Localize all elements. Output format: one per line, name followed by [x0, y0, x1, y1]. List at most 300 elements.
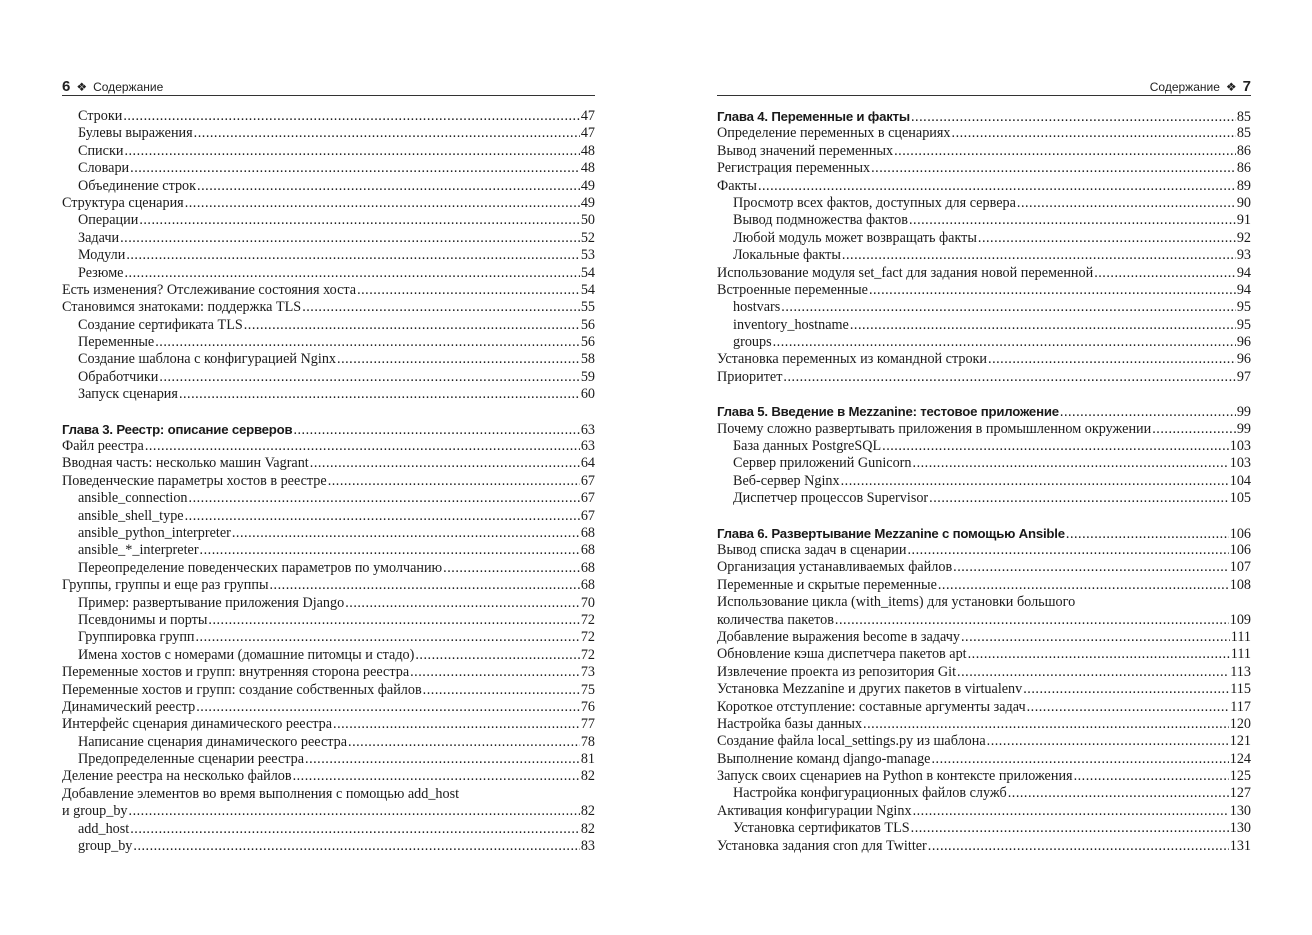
- toc-entry-title: Использование модуля set_fact для задания новой переменной: [717, 264, 1094, 281]
- toc-subentry: [62, 125, 595, 142]
- toc-entry-title: Строки: [78, 108, 123, 124]
- toc-page-number: 96: [1236, 334, 1251, 351]
- toc-subentry: [62, 647, 595, 664]
- toc-page-number: 108: [1229, 576, 1251, 593]
- toc-page-number: 49: [580, 177, 595, 194]
- toc-entry-title: Определение переменных в сценариях: [717, 125, 951, 142]
- toc-page-number: 124: [1229, 750, 1251, 767]
- toc-entry-title: Переопределение поведенческих параметров по умолчанию: [78, 559, 443, 576]
- toc-subentry: [62, 143, 595, 160]
- toc-entry: [717, 577, 1251, 594]
- toc-entry-title: Псевдонимы и порты: [78, 611, 208, 628]
- right-page-number: 7: [1242, 78, 1251, 95]
- toc-entry: [717, 559, 1251, 576]
- section-gap: [717, 386, 1251, 403]
- toc-subentry: [62, 508, 595, 525]
- toc-entry-title: Поведенческие параметры хостов в реестре: [62, 472, 327, 489]
- toc-page-number: 78: [580, 733, 595, 750]
- toc-subentry: [717, 317, 1251, 334]
- dot-leader: [302, 299, 580, 316]
- dot-leader: [333, 716, 580, 733]
- toc-entry-title: Пример: развертывание приложения Django: [78, 594, 345, 611]
- toc-entry-title: Словари: [78, 160, 130, 177]
- toc-subentry: [717, 785, 1251, 802]
- toc-entry-title: Резюме: [78, 264, 124, 281]
- toc-entry-title: Диспетчер процессов Supervisor: [733, 490, 929, 507]
- toc-page-number: 94: [1236, 264, 1251, 281]
- toc-entry-title: Обработчики: [78, 368, 159, 385]
- dot-leader: [305, 751, 580, 768]
- toc-entry-title: add_host: [78, 820, 130, 837]
- left-page-number: 6: [62, 78, 71, 95]
- toc-entry-title: Вывод списка задач в сценарии: [717, 541, 907, 558]
- toc-entry: [62, 473, 595, 490]
- toc-entry-title: Создание файла local_settings.py из шаблона: [717, 733, 986, 750]
- toc-entry-title: Глава 5. Введение в Mezzanine: тестовое приложение: [717, 404, 1059, 420]
- toc-page-number: 59: [580, 368, 595, 385]
- toc-subentry: [717, 247, 1251, 264]
- dot-leader: [911, 820, 1229, 837]
- dot-leader: [1074, 768, 1229, 785]
- dot-leader: [423, 682, 580, 699]
- dot-leader: [179, 386, 580, 403]
- left-toc: [62, 108, 595, 855]
- dot-leader: [952, 125, 1236, 142]
- toc-entry: [62, 577, 595, 594]
- toc-entry: [717, 369, 1251, 386]
- toc-page-number: 103: [1229, 438, 1251, 455]
- dot-leader: [208, 612, 579, 629]
- dot-leader: [133, 838, 579, 855]
- dot-leader: [909, 212, 1236, 229]
- toc-entry: [717, 542, 1251, 559]
- toc-page-number: 72: [580, 611, 595, 628]
- dot-leader: [913, 455, 1229, 472]
- dot-leader: [894, 143, 1236, 160]
- right-running-header: [717, 78, 1251, 96]
- dot-leader: [337, 351, 580, 368]
- toc-page-number: 72: [580, 629, 595, 646]
- toc-entry-title: Короткое отступление: составные аргументы задач: [717, 698, 1026, 715]
- toc-entry-title-cont: количества пакетов: [717, 611, 834, 628]
- toc-subentry: [62, 230, 595, 247]
- toc-page-number: 109: [1229, 611, 1251, 628]
- dot-leader: [988, 351, 1236, 368]
- toc-page-number: 82: [580, 820, 595, 837]
- toc-entry: [62, 768, 595, 785]
- dot-leader: [911, 109, 1236, 126]
- dot-leader: [126, 247, 580, 264]
- toc-entry: [717, 612, 1251, 629]
- toc-page-number: 99: [1236, 420, 1251, 437]
- toc-subentry: [717, 212, 1251, 229]
- dot-leader: [139, 212, 580, 229]
- toc-page-number: 81: [580, 751, 595, 768]
- dot-leader: [197, 178, 580, 195]
- toc-subentry: [717, 455, 1251, 472]
- dot-leader: [913, 803, 1229, 820]
- toc-entry-title: Динамический реестр: [62, 698, 196, 715]
- toc-entry-title: Модули: [78, 247, 126, 264]
- toc-entry: [717, 716, 1251, 733]
- toc-subentry: [717, 334, 1251, 351]
- toc-entry-title: Приоритет: [717, 368, 783, 385]
- dot-leader: [835, 612, 1229, 629]
- toc-entry: [717, 751, 1251, 768]
- toc-page-number: 56: [580, 316, 595, 333]
- toc-entry-title: Активация конфигурации Nginx: [717, 802, 912, 819]
- toc-entry: [717, 421, 1251, 438]
- toc-entry-title: Переменные хостов и групп: внутренняя сторона реестра: [62, 664, 410, 681]
- toc-page-number: 68: [580, 524, 595, 541]
- toc-entry-title: Булевы выражения: [78, 125, 193, 142]
- toc-page-number: 94: [1236, 281, 1251, 298]
- toc-page-number: 127: [1229, 785, 1251, 802]
- diamond-ornament-icon: ❖: [1225, 79, 1237, 94]
- dot-leader: [871, 160, 1236, 177]
- dot-leader: [1066, 526, 1229, 543]
- dot-leader: [1152, 421, 1236, 438]
- toc-subentry: [62, 490, 595, 507]
- dot-leader: [185, 508, 580, 525]
- toc-entry-title: Любой модуль может возвращать факты: [733, 229, 977, 246]
- dot-leader: [130, 821, 580, 838]
- dot-leader: [841, 473, 1229, 490]
- toc-page-number: 76: [580, 698, 595, 715]
- dot-leader: [124, 143, 579, 160]
- toc-page-number: 48: [580, 160, 595, 177]
- section-gap: [62, 404, 595, 421]
- toc-entry-title: Переменные: [78, 334, 155, 351]
- toc-entry: [717, 733, 1251, 750]
- toc-page-number: 72: [580, 646, 595, 663]
- dot-leader: [987, 733, 1229, 750]
- toc-entry: [717, 351, 1251, 368]
- toc-entry-line1: Добавление элементов во время выполнения с помощью add_host: [62, 785, 460, 802]
- toc-page-number: 106: [1229, 541, 1251, 558]
- toc-entry: [717, 681, 1251, 698]
- dot-leader: [1023, 681, 1229, 698]
- toc-entry: [717, 629, 1251, 646]
- toc-entry-title: Деление реестра на несколько файлов: [62, 768, 292, 785]
- toc-subentry: [717, 230, 1251, 247]
- toc-entry-title: Установка Mezzanine и других пакетов в virtualenv: [717, 681, 1023, 698]
- dot-leader: [348, 734, 580, 751]
- toc-entry-title: ansible_connection: [78, 490, 188, 507]
- dot-leader: [1017, 195, 1236, 212]
- left-running-header: [62, 78, 595, 96]
- right-toc: [717, 108, 1251, 855]
- dot-leader: [907, 542, 1228, 559]
- toc-subentry: [717, 299, 1251, 316]
- toc-entry: [717, 160, 1251, 177]
- toc-entry-title: Вывод значений переменных: [717, 142, 894, 159]
- toc-entry-title: Переменные и скрытые переменные: [717, 576, 937, 593]
- toc-entry: [62, 282, 595, 299]
- dot-leader: [293, 422, 579, 439]
- toc-entry-title: База данных PostgreSQL: [733, 438, 882, 455]
- toc-page-number: 73: [580, 664, 595, 681]
- toc-page-number: 58: [580, 351, 595, 368]
- toc-entry-title: Переменные хостов и групп: создание собственных файлов: [62, 681, 422, 698]
- toc-page-number: 120: [1229, 715, 1251, 732]
- chapter-heading: [62, 421, 595, 438]
- toc-entry-title: Глава 3. Реестр: описание серверов: [62, 421, 293, 437]
- toc-entry-title: Глава 6. Развертывание Mezzanine с помощью Ansible: [717, 525, 1065, 541]
- toc-subentry: [62, 265, 595, 282]
- dot-leader: [415, 647, 579, 664]
- dot-leader: [200, 542, 580, 559]
- toc-subentry: [62, 751, 595, 768]
- toc-page-number: 125: [1229, 768, 1251, 785]
- dot-leader: [196, 699, 580, 716]
- dot-leader: [928, 838, 1229, 855]
- dot-leader: [869, 282, 1236, 299]
- toc-entry-title: Предопределенные сценарии реестра: [78, 751, 305, 768]
- toc-entry-title: ansible_python_interpreter: [78, 524, 231, 541]
- toc-entry: [62, 682, 595, 699]
- toc-page-number: 106: [1229, 525, 1251, 542]
- toc-page-number: 68: [580, 559, 595, 576]
- dot-leader: [328, 473, 580, 490]
- toc-entry-title: Написание сценария динамического реестра: [78, 733, 348, 750]
- toc-page-number: 92: [1236, 229, 1251, 246]
- toc-subentry: [62, 595, 595, 612]
- toc-entry-title: Сервер приложений Gunicorn: [733, 455, 912, 472]
- dot-leader: [842, 247, 1236, 264]
- dot-leader: [194, 125, 580, 142]
- dot-leader: [957, 664, 1229, 681]
- toc-page-number: 130: [1229, 802, 1251, 819]
- toc-entry-title: Объединение строк: [78, 177, 197, 194]
- right-page: [717, 0, 1251, 935]
- toc-page-number: 85: [1236, 125, 1251, 142]
- dot-leader: [938, 577, 1229, 594]
- toc-subentry: [62, 525, 595, 542]
- toc-page-number: 93: [1236, 247, 1251, 264]
- toc-entry: [62, 455, 595, 472]
- toc-page-number: 104: [1229, 472, 1251, 489]
- toc-subentry: [62, 821, 595, 838]
- left-page: [62, 0, 595, 935]
- toc-entry: [717, 282, 1251, 299]
- toc-subentry: [717, 195, 1251, 212]
- toc-entry-title: ansible_shell_type: [78, 507, 184, 524]
- toc-page-number: 47: [580, 125, 595, 142]
- toc-subentry: [62, 560, 595, 577]
- toc-entry: [62, 664, 595, 681]
- toc-entry-title: Факты: [717, 177, 757, 194]
- toc-subentry: [717, 438, 1251, 455]
- toc-entry-title: Вывод подмножества фактов: [733, 212, 908, 229]
- toc-page-number: 77: [580, 716, 595, 733]
- toc-entry-title: Вводная часть: несколько машин Vagrant: [62, 455, 309, 472]
- toc-entry-title: Создание шаблона с конфигурацией Nginx: [78, 351, 337, 368]
- toc-page-number: 82: [580, 803, 595, 820]
- toc-entry-title: Имена хостов с номерами (домашние питомцы и стадо): [78, 646, 415, 663]
- toc-page-number: 95: [1236, 316, 1251, 333]
- toc-subentry: [62, 734, 595, 751]
- right-header-title: Содержание: [1149, 79, 1220, 94]
- toc-page-number: 115: [1230, 681, 1251, 698]
- dot-leader: [773, 334, 1236, 351]
- toc-page-number: 82: [580, 768, 595, 785]
- toc-subentry: [62, 317, 595, 334]
- section-gap: [717, 508, 1251, 525]
- toc-subentry: [62, 838, 595, 855]
- toc-entry-title: inventory_hostname: [733, 316, 849, 333]
- toc-entry: [717, 178, 1251, 195]
- dot-leader: [758, 178, 1236, 195]
- chapter-heading: [717, 525, 1251, 542]
- toc-entry: [717, 803, 1251, 820]
- toc-page-number: 103: [1229, 455, 1251, 472]
- toc-page-number: 54: [580, 281, 595, 298]
- toc-page-number: 60: [580, 386, 595, 403]
- toc-page-number: 97: [1236, 368, 1251, 385]
- dot-leader: [783, 369, 1235, 386]
- dot-leader: [1060, 404, 1236, 421]
- chapter-heading: [717, 403, 1251, 420]
- toc-entry-title: hostvars: [733, 299, 781, 316]
- dot-leader: [130, 160, 580, 177]
- toc-entry-title: Запуск сценария: [78, 386, 178, 403]
- dot-leader: [124, 265, 579, 282]
- toc-page-number: 99: [1236, 404, 1251, 421]
- toc-page-number: 111: [1230, 646, 1251, 663]
- toc-subentry: [62, 108, 595, 125]
- dot-leader: [293, 768, 580, 785]
- toc-page-number: 70: [580, 594, 595, 611]
- dot-leader: [345, 595, 580, 612]
- toc-entry: [717, 664, 1251, 681]
- dot-leader: [189, 490, 580, 507]
- dot-leader: [1027, 699, 1230, 716]
- toc-entry-title: Настройка базы данных: [717, 715, 863, 732]
- toc-entry: [717, 768, 1251, 785]
- toc-page-number: 47: [580, 108, 595, 124]
- dot-leader: [129, 803, 580, 820]
- toc-entry-title: Есть изменения? Отслеживание состояния хоста: [62, 281, 357, 298]
- toc-page-number: 67: [580, 472, 595, 489]
- toc-subentry: [62, 160, 595, 177]
- toc-page-number: 75: [580, 681, 595, 698]
- toc-subentry: [717, 473, 1251, 490]
- toc-entry-title: group_by: [78, 838, 133, 855]
- toc-page-number: 56: [580, 334, 595, 351]
- toc-entry: [62, 195, 595, 212]
- toc-entry-title: Группировка групп: [78, 629, 195, 646]
- toc-page-number: 63: [580, 438, 595, 455]
- toc-entry-title: Веб-сервер Nginx: [733, 472, 840, 489]
- toc-subentry: [62, 178, 595, 195]
- toc-entry: [62, 299, 595, 316]
- toc-page-number: 85: [1236, 109, 1251, 125]
- toc-page-number: 48: [580, 142, 595, 159]
- toc-entry-title: Добавление выражения become в задачу: [717, 628, 960, 645]
- toc-entry-title: Просмотр всех фактов, доступных для сервера: [733, 194, 1016, 211]
- toc-entry-title-cont: и group_by: [62, 803, 128, 820]
- toc-entry-title: Регистрация переменных: [717, 160, 871, 177]
- dot-leader: [155, 334, 580, 351]
- dot-leader: [123, 108, 579, 125]
- dot-leader: [185, 195, 580, 212]
- toc-page-number: 64: [580, 455, 595, 472]
- toc-entry: [62, 716, 595, 733]
- dot-leader: [850, 317, 1236, 334]
- dot-leader: [145, 438, 580, 455]
- left-header-title: Содержание: [93, 79, 164, 94]
- dot-leader: [863, 716, 1229, 733]
- dot-leader: [978, 230, 1236, 247]
- toc-page-number: 117: [1230, 698, 1251, 715]
- toc-entry-title: Встроенные переменные: [717, 281, 868, 298]
- toc-entry-title: Установка задания cron для Twitter: [717, 837, 927, 854]
- toc-page-number: 67: [580, 507, 595, 524]
- dot-leader: [196, 629, 580, 646]
- toc-page-number: 68: [580, 542, 595, 559]
- diamond-ornament-icon: ❖: [76, 79, 88, 94]
- toc-page-number: 49: [580, 194, 595, 211]
- dot-leader: [310, 455, 580, 472]
- toc-entry-title: Создание сертификата TLS: [78, 316, 243, 333]
- chapter-heading: [717, 108, 1251, 125]
- toc-entry-title: Извлечение проекта из репозитория Git: [717, 663, 957, 680]
- dot-leader: [882, 438, 1229, 455]
- toc-subentry: [62, 351, 595, 368]
- toc-page-number: 54: [580, 264, 595, 281]
- toc-entry: [717, 143, 1251, 160]
- toc-page-number: 50: [580, 212, 595, 229]
- toc-entry: [717, 265, 1251, 282]
- toc-subentry: [62, 629, 595, 646]
- dot-leader: [410, 664, 580, 681]
- dot-leader: [929, 490, 1229, 507]
- toc-entry-title: Структура сценария: [62, 194, 184, 211]
- dot-leader: [159, 369, 579, 386]
- toc-entry-title: Списки: [78, 142, 124, 159]
- toc-entry-title: Становимся знатоками: поддержка TLS: [62, 299, 302, 316]
- dot-leader: [443, 560, 580, 577]
- dot-leader: [781, 299, 1236, 316]
- dot-leader: [357, 282, 580, 299]
- toc-page-number: 105: [1229, 490, 1251, 507]
- toc-entry: [717, 699, 1251, 716]
- toc-entry-title: Настройка конфигурационных файлов служб: [733, 785, 1007, 802]
- toc-page-number: 130: [1229, 820, 1251, 837]
- toc-subentry: [717, 820, 1251, 837]
- toc-page-number: 121: [1229, 733, 1251, 750]
- dot-leader: [968, 646, 1230, 663]
- toc-subentry: [62, 386, 595, 403]
- toc-page-number: 68: [580, 577, 595, 594]
- toc-subentry: [717, 490, 1251, 507]
- toc-page-number: 83: [580, 838, 595, 855]
- toc-entry-title: Локальные факты: [733, 247, 841, 264]
- dot-leader: [270, 577, 580, 594]
- toc-page-number: 96: [1236, 351, 1251, 368]
- toc-entry: [717, 646, 1251, 663]
- toc-page-number: 63: [580, 421, 595, 438]
- toc-subentry: [62, 612, 595, 629]
- toc-entry-title: Интерфейс сценария динамического реестра: [62, 716, 333, 733]
- toc-entry: [62, 803, 595, 820]
- dot-leader: [1008, 785, 1229, 802]
- toc-page-number: 131: [1229, 837, 1251, 854]
- toc-page-number: 91: [1236, 212, 1251, 229]
- dot-leader: [120, 230, 580, 247]
- toc-entry-title: Обновление кэша диспетчера пакетов apt: [717, 646, 967, 663]
